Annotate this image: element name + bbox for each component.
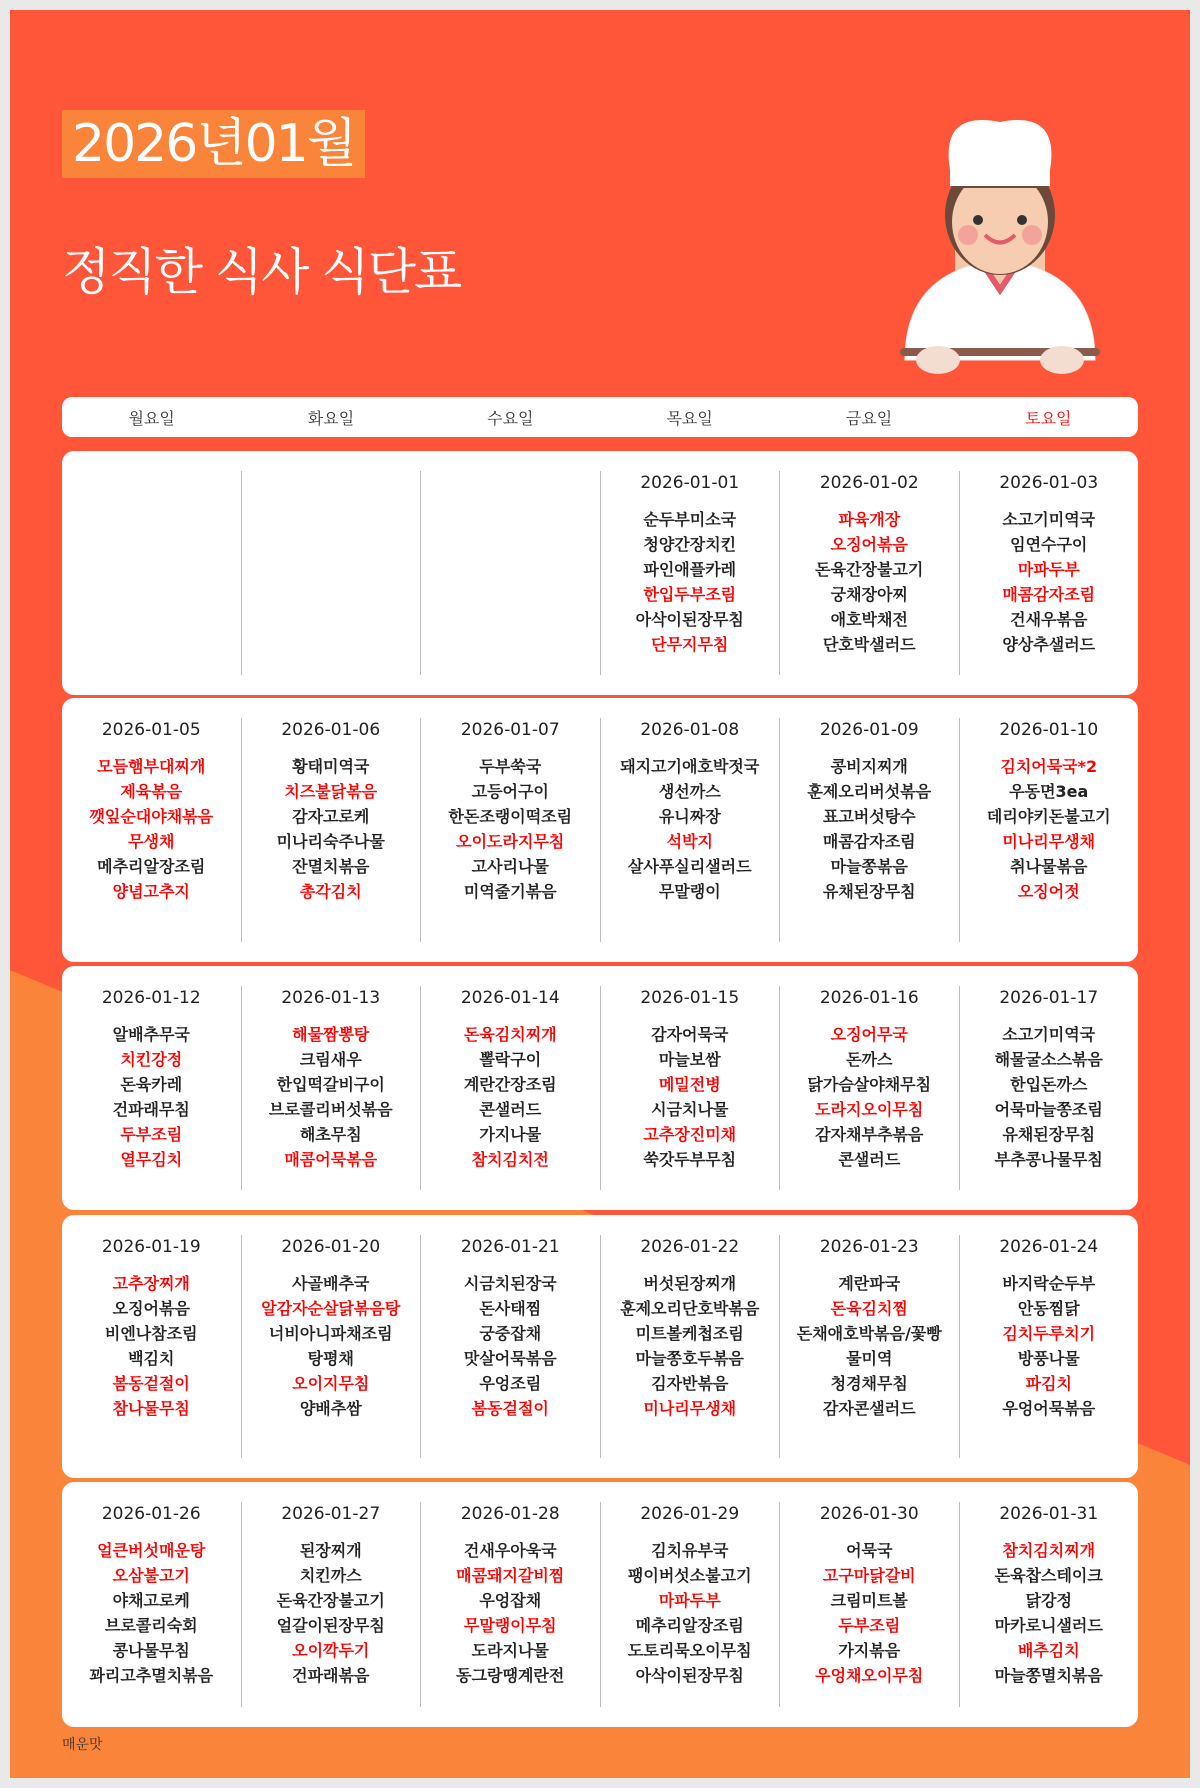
menu-item: 동그랑땡계란전 (456, 1666, 565, 1685)
day-cell (242, 471, 422, 675)
menu-item: 아삭이된장무침 (635, 1666, 744, 1685)
menu-item-spicy: 돈육김치찌개 (463, 1025, 557, 1044)
menu-item: 순두부미소국 (643, 510, 737, 529)
menu-item: 애호박채전 (830, 610, 908, 629)
weekday-label: 수요일 (487, 408, 534, 428)
day-date: 2026-01-29 (640, 1504, 740, 1524)
weekday-header (62, 397, 1138, 437)
menu-item: 돈육찹스테이크 (994, 1566, 1103, 1585)
day-date: 2026-01-17 (999, 988, 1099, 1008)
day-cell (960, 986, 1139, 1190)
day-date: 2026-01-05 (101, 720, 201, 740)
menu-item: 치킨까스 (299, 1566, 362, 1585)
menu-item: 부추콩나물무침 (994, 1150, 1103, 1169)
weekday-label: 화요일 (307, 408, 355, 428)
menu-item-spicy: 고추장찌개 (112, 1274, 190, 1293)
day-cell (62, 718, 242, 942)
day-date: 2026-01-08 (640, 720, 740, 740)
menu-item-spicy: 김치어묵국*2 (1000, 757, 1098, 776)
menu-item: 쑥갓두부무침 (643, 1150, 737, 1169)
menu-item: 임연수구이 (1010, 535, 1088, 554)
menu-item: 콩비지찌개 (830, 757, 908, 776)
menu-item-spicy: 양념고추지 (112, 882, 190, 901)
menu-item: 도토리묵오이무침 (627, 1641, 752, 1660)
menu-item-spicy: 메밀전병 (658, 1075, 721, 1094)
day-cell (421, 1502, 601, 1707)
menu-item: 돈채애호박볶음/꽃빵 (796, 1324, 942, 1343)
menu-item: 어묵마늘쫑조림 (994, 1100, 1103, 1119)
menu-item-spicy: 치킨강정 (120, 1050, 183, 1069)
menu-item: 미나리숙주나물 (276, 832, 385, 851)
menu-item: 비엔나참조림 (104, 1324, 198, 1343)
legend-note: 매운맛 (62, 1737, 103, 1753)
day-date: 2026-01-06 (281, 720, 381, 740)
menu-item: 한입돈까스 (1010, 1075, 1088, 1094)
menu-poster (10, 10, 1190, 1778)
menu-item: 김치유부국 (651, 1541, 729, 1560)
day-date: 2026-01-24 (999, 1237, 1099, 1257)
menu-item: 소고기미역국 (1002, 1025, 1096, 1044)
menu-item: 마늘쫑볶음 (830, 857, 908, 876)
menu-item-spicy: 마파두부 (1017, 560, 1080, 579)
menu-item: 살사푸실리샐러드 (627, 857, 752, 876)
menu-item: 표고버섯탕수 (822, 807, 916, 826)
menu-item: 브로콜리버섯볶음 (268, 1100, 393, 1119)
weekday-label: 목요일 (666, 408, 713, 428)
day-date: 2026-01-31 (999, 1504, 1099, 1524)
menu-item: 유채된장무침 (822, 882, 916, 901)
menu-item: 무말랭이 (658, 882, 721, 901)
menu-item: 돼지고기애호박젓국 (620, 757, 760, 776)
day-date: 2026-01-07 (460, 720, 560, 740)
day-cell (62, 471, 242, 675)
day-cell (242, 1235, 422, 1458)
day-cell (780, 986, 960, 1190)
menu-item: 데리야키돈불고기 (986, 807, 1111, 826)
menu-item-spicy: 단무지무침 (651, 635, 729, 654)
day-cell (242, 718, 422, 942)
week-row (62, 698, 1138, 962)
week-row (62, 966, 1138, 1210)
menu-title: 정직한 식사 식단표 (62, 243, 461, 301)
menu-item-spicy: 참나물무침 (112, 1399, 190, 1418)
menu-item-spicy: 무말랭이무침 (463, 1616, 557, 1635)
menu-item: 얼갈이된장무침 (276, 1616, 385, 1635)
menu-item: 훈제오리버섯볶음 (807, 782, 932, 801)
menu-item: 생선까스 (658, 782, 721, 801)
menu-item: 감자콘샐러드 (822, 1399, 916, 1418)
menu-item: 콘샐러드 (838, 1150, 901, 1169)
menu-item: 가지볶음 (838, 1641, 901, 1660)
day-cell (780, 1502, 960, 1707)
day-date: 2026-01-09 (819, 720, 919, 740)
menu-item-spicy: 얼큰버섯매운탕 (97, 1541, 206, 1560)
menu-item-spicy: 알감자순살닭볶음탕 (261, 1299, 401, 1318)
chef-illustration (890, 110, 1110, 380)
day-date: 2026-01-14 (460, 988, 560, 1008)
menu-item: 팽이버섯소불고기 (627, 1566, 752, 1585)
menu-item: 유채된장무침 (1002, 1125, 1096, 1144)
menu-item: 닭가슴살야채무침 (807, 1075, 932, 1094)
menu-item: 우동면3ea (1009, 782, 1089, 801)
week-row (62, 1215, 1138, 1478)
menu-item-spicy: 배추김치 (1017, 1641, 1080, 1660)
menu-item: 소고기미역국 (1002, 510, 1096, 529)
day-date: 2026-01-20 (281, 1237, 381, 1257)
day-cell (960, 1502, 1139, 1707)
menu-item: 두부쑥국 (479, 757, 542, 776)
menu-item-spicy: 오이지무침 (292, 1374, 370, 1393)
menu-item: 감자고로케 (292, 807, 370, 826)
day-date: 2026-01-27 (281, 1504, 381, 1524)
menu-item: 시금치나물 (651, 1100, 729, 1119)
menu-item: 꽈리고추멸치볶음 (89, 1666, 214, 1685)
menu-item: 백김치 (128, 1349, 175, 1368)
menu-item: 미역줄기볶음 (463, 882, 557, 901)
menu-item: 콩나물무침 (112, 1641, 190, 1660)
menu-item-spicy: 돈육김치찜 (830, 1299, 908, 1318)
menu-item-spicy: 봄동겉절이 (471, 1399, 549, 1418)
day-cell (601, 986, 781, 1190)
menu-item: 우엉잡채 (479, 1591, 542, 1610)
menu-item-spicy: 제육볶음 (120, 782, 183, 801)
day-date: 2026-01-13 (281, 988, 381, 1008)
menu-item-spicy: 도라지오이무침 (815, 1100, 924, 1119)
day-cell (960, 1235, 1139, 1458)
menu-item: 사골배추국 (292, 1274, 370, 1293)
menu-item: 뽈락구이 (479, 1050, 542, 1069)
menu-item: 청경채무침 (830, 1374, 908, 1393)
menu-item-spicy: 깻잎순대야채볶음 (89, 807, 214, 826)
menu-item: 오징어볶음 (112, 1299, 190, 1318)
menu-item: 된장찌개 (299, 1541, 362, 1560)
week-row (62, 1482, 1138, 1727)
menu-item-spicy: 마파두부 (658, 1591, 721, 1610)
menu-item: 건새우볶음 (1010, 610, 1088, 629)
day-cell (421, 471, 601, 675)
menu-item: 양상추샐러드 (1002, 635, 1096, 654)
menu-item-spicy: 오징어무국 (830, 1025, 908, 1044)
menu-item-spicy: 한입두부조림 (643, 585, 737, 604)
menu-item-spicy: 참치김치전 (471, 1150, 549, 1169)
day-cell (960, 718, 1139, 942)
menu-item: 너비아니파채조림 (268, 1324, 393, 1343)
day-cell (62, 1502, 242, 1707)
menu-item: 메추리알장조림 (97, 857, 206, 876)
menu-item: 버섯된장찌개 (643, 1274, 737, 1293)
menu-item-spicy: 해물짬뽕탕 (292, 1025, 370, 1044)
menu-item: 메추리알장조림 (635, 1616, 744, 1635)
menu-item-spicy: 매콤감자조림 (1002, 585, 1096, 604)
menu-item: 청양간장치킨 (643, 535, 737, 554)
day-cell (421, 718, 601, 942)
menu-item: 돈사태찜 (479, 1299, 542, 1318)
menu-item: 황태미역국 (292, 757, 370, 776)
day-date: 2026-01-28 (460, 1504, 560, 1524)
menu-item: 알배추무국 (112, 1025, 190, 1044)
day-date: 2026-01-12 (101, 988, 201, 1008)
menu-item-spicy: 치즈불닭볶음 (284, 782, 378, 801)
menu-item: 건파래무침 (112, 1100, 190, 1119)
menu-item: 계란간장조림 (463, 1075, 557, 1094)
menu-item: 마늘보쌈 (658, 1050, 721, 1069)
day-date: 2026-01-02 (819, 473, 919, 493)
day-cell (242, 986, 422, 1190)
menu-item: 고사리나물 (471, 857, 549, 876)
day-cell (62, 1235, 242, 1458)
menu-item: 해물굴소스볶음 (994, 1050, 1103, 1069)
menu-item: 단호박샐러드 (822, 635, 916, 654)
weekday-label: 월요일 (128, 408, 175, 428)
day-cell (421, 1235, 601, 1458)
menu-item-spicy: 오징어젓 (1017, 882, 1080, 901)
menu-item: 아삭이된장무침 (635, 610, 744, 629)
day-date: 2026-01-16 (819, 988, 919, 1008)
menu-item: 돈까스 (846, 1050, 893, 1069)
menu-item: 한입떡갈비구이 (276, 1075, 385, 1094)
day-cell (601, 471, 781, 675)
menu-item: 한돈조랭이떡조림 (448, 807, 573, 826)
day-cell (780, 471, 960, 675)
day-date: 2026-01-01 (640, 473, 740, 493)
menu-item-spicy: 미나리무생채 (1002, 832, 1096, 851)
menu-item-spicy: 무생채 (128, 832, 175, 851)
menu-item-spicy: 두부조림 (120, 1125, 183, 1144)
menu-item: 콘샐러드 (479, 1100, 542, 1119)
menu-item: 안동찜닭 (1017, 1299, 1080, 1318)
menu-item: 도라지나물 (471, 1641, 549, 1660)
menu-item-spicy: 총각김치 (299, 882, 362, 901)
menu-item-spicy: 매콤돼지갈비찜 (456, 1566, 565, 1585)
day-cell (780, 1235, 960, 1458)
menu-item: 감자어묵국 (651, 1025, 729, 1044)
menu-item: 돈육카레 (120, 1075, 183, 1094)
menu-item: 마늘쫑멸치볶음 (994, 1666, 1103, 1685)
menu-item: 미트볼케첩조림 (635, 1324, 744, 1343)
menu-item-spicy: 우엉채오이무침 (815, 1666, 924, 1685)
month-title: 2026년01월 (62, 110, 365, 178)
menu-item: 브로콜리숙회 (104, 1616, 198, 1635)
menu-item: 취나물볶음 (1010, 857, 1088, 876)
day-date: 2026-01-21 (460, 1237, 560, 1257)
day-cell (780, 718, 960, 942)
menu-item: 크림미트볼 (830, 1591, 908, 1610)
day-cell (960, 471, 1139, 675)
menu-item: 김자반볶음 (651, 1374, 729, 1393)
menu-item-spicy: 봄동겉절이 (112, 1374, 190, 1393)
menu-item: 돈육간장불고기 (815, 560, 924, 579)
day-date: 2026-01-26 (101, 1504, 201, 1524)
weekday-label: 토요일 (1025, 408, 1072, 428)
menu-item: 어묵국 (846, 1541, 893, 1560)
menu-item-spicy: 모듬햄부대찌개 (97, 757, 206, 776)
menu-item-spicy: 파육개장 (838, 510, 901, 529)
menu-item-spicy: 매콤어묵볶음 (284, 1150, 378, 1169)
menu-item-spicy: 미나리무생채 (643, 1399, 737, 1418)
menu-item: 탕평채 (307, 1349, 354, 1368)
menu-item-spicy: 오이도라지무침 (456, 832, 565, 851)
menu-item-spicy: 오이깍두기 (292, 1641, 370, 1660)
menu-item: 크림새우 (299, 1050, 362, 1069)
week-row (62, 451, 1138, 695)
menu-item: 건파래볶음 (292, 1666, 370, 1685)
day-cell (601, 718, 781, 942)
day-cell (62, 986, 242, 1190)
day-cell (421, 986, 601, 1190)
menu-item: 고등어구이 (471, 782, 549, 801)
menu-item: 건새우아욱국 (463, 1541, 557, 1560)
menu-item: 해초무침 (299, 1125, 362, 1144)
menu-item: 매콤감자조림 (822, 832, 916, 851)
menu-item: 시금치된장국 (463, 1274, 557, 1293)
menu-item: 닭강정 (1025, 1591, 1072, 1610)
menu-item: 훈제오리단호박볶음 (620, 1299, 760, 1318)
day-date: 2026-01-23 (819, 1237, 919, 1257)
menu-item-spicy: 석박지 (666, 832, 713, 851)
menu-item-spicy: 열무김치 (120, 1150, 183, 1169)
menu-item: 잔멸치볶음 (292, 857, 370, 876)
day-date: 2026-01-03 (999, 473, 1099, 493)
day-cell (601, 1235, 781, 1458)
menu-item-spicy: 고추장진미채 (643, 1125, 737, 1144)
menu-item-spicy: 오삼불고기 (112, 1566, 190, 1585)
day-cell (601, 1502, 781, 1707)
day-cell (242, 1502, 422, 1707)
menu-item: 감자채부추볶음 (815, 1125, 924, 1144)
menu-item: 야채고로케 (112, 1591, 190, 1610)
menu-item-spicy: 오징어볶음 (830, 535, 908, 554)
menu-item: 마카로니샐러드 (994, 1616, 1103, 1635)
menu-item: 가지나물 (479, 1125, 542, 1144)
menu-item-spicy: 파김치 (1025, 1374, 1072, 1393)
menu-item-spicy: 고구마닭갈비 (822, 1566, 916, 1585)
menu-item: 파인애플카레 (643, 560, 737, 579)
menu-item-spicy: 두부조림 (838, 1616, 901, 1635)
menu-item: 계란파국 (838, 1274, 901, 1293)
menu-item: 양배추쌈 (299, 1399, 362, 1418)
menu-item: 우엉조림 (479, 1374, 542, 1393)
menu-item: 물미역 (846, 1349, 893, 1368)
menu-item-spicy: 김치두루치기 (1002, 1324, 1096, 1343)
weekday-label: 금요일 (845, 408, 893, 428)
day-date: 2026-01-22 (640, 1237, 740, 1257)
menu-item: 바지락순두부 (1002, 1274, 1096, 1293)
menu-item: 방풍나물 (1017, 1349, 1080, 1368)
menu-item: 유니짜장 (658, 807, 721, 826)
day-date: 2026-01-15 (640, 988, 740, 1008)
day-date: 2026-01-30 (819, 1504, 919, 1524)
menu-item: 우엉어묵볶음 (1002, 1399, 1096, 1418)
day-date: 2026-01-19 (101, 1237, 201, 1257)
menu-item: 마늘쫑호두볶음 (635, 1349, 744, 1368)
menu-item: 맛살어묵볶음 (463, 1349, 557, 1368)
menu-item: 궁채장아찌 (830, 585, 908, 604)
menu-item-spicy: 참치김치찌개 (1002, 1541, 1096, 1560)
day-date: 2026-01-10 (999, 720, 1099, 740)
menu-item: 궁중잡채 (479, 1324, 542, 1343)
menu-item: 돈육간장불고기 (276, 1591, 385, 1610)
